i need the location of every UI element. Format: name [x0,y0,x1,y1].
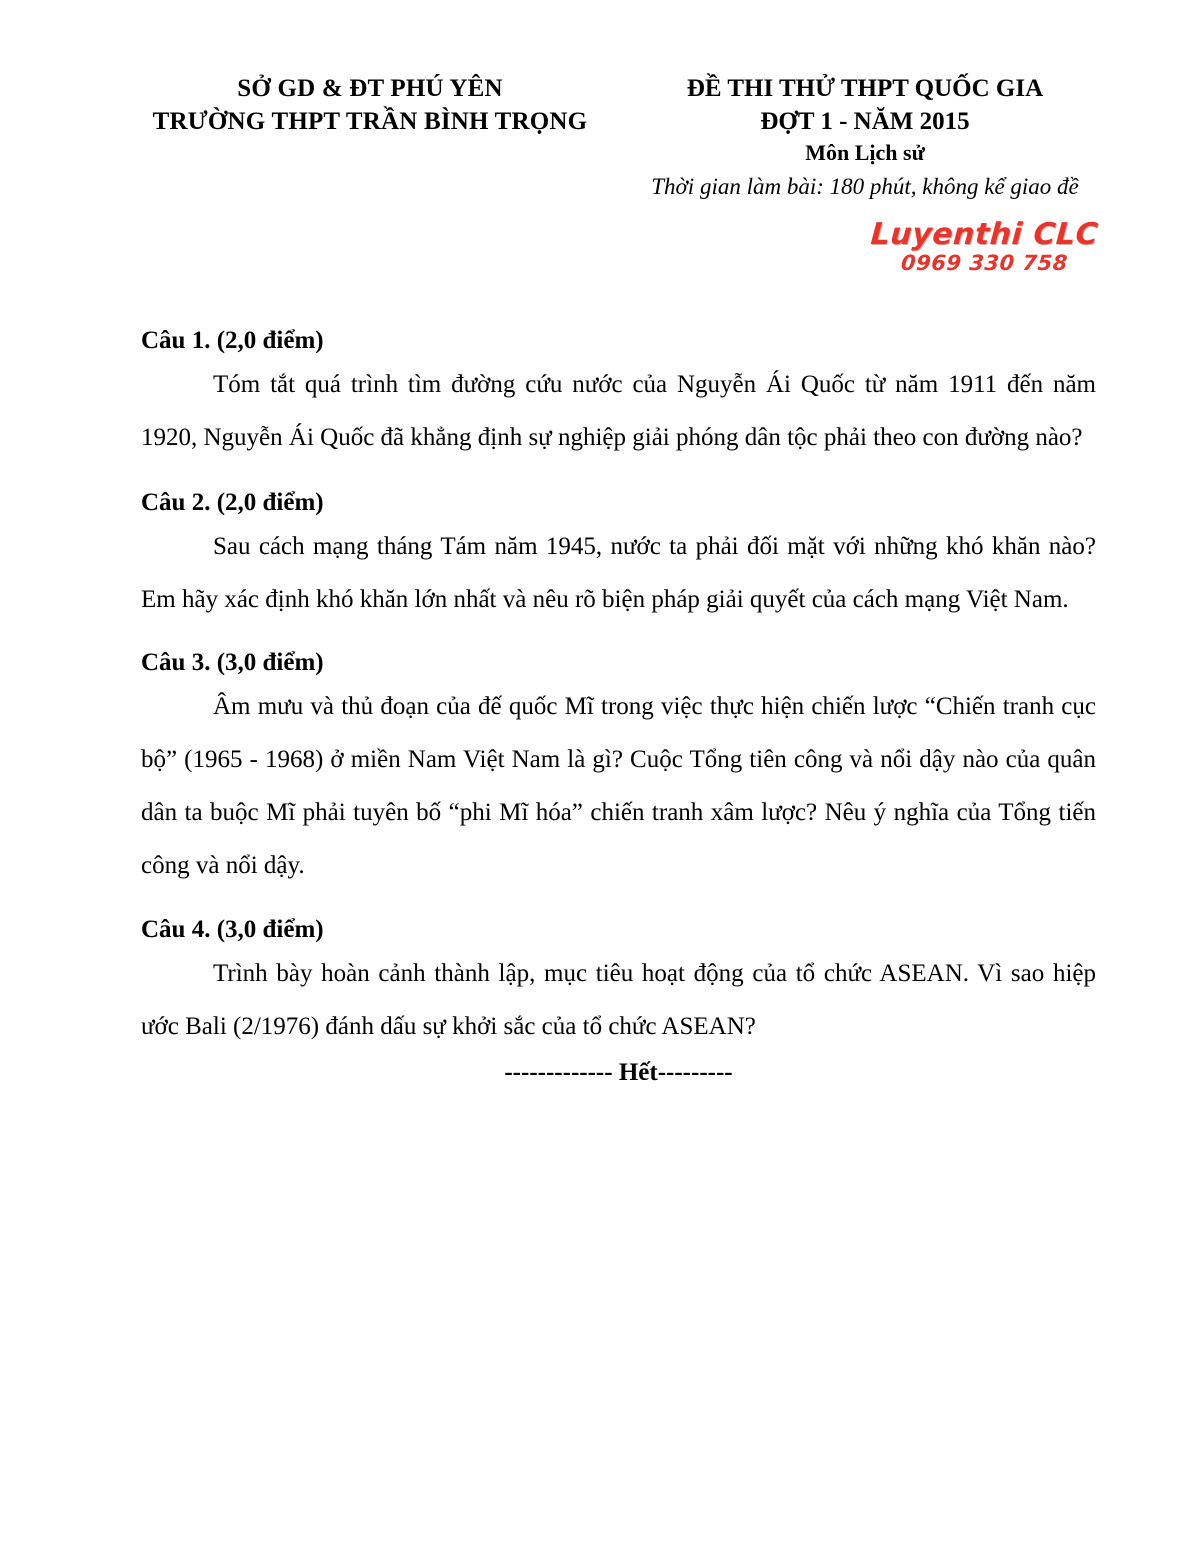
question-3-text: Âm mưu và thủ đoạn của đế quốc Mĩ trong việc thực hiện chiến lược “Chiến tranh cục bộ” (1965 - 1968) ở miền Nam Việt Nam là gì? Cuộc Tổng tiên công và nổi dậy nào của quân dân ta buộc Mĩ phải tuyên bố “phi Mĩ hóa” chiến tranh xâm lược? Nêu ý nghĩa của Tổng tiến công và nổi dậy. [141,693,1096,879]
question-gap-1 [141,464,1096,486]
question-4-heading: Câu 4. (3,0 điểm) [141,916,324,943]
question-4-text: Trình bày hoàn cảnh thành lập, mục tiêu hoạt động của tổ chức ASEAN. Vì sao hiệp ước Bali (2/1976) đánh dấu sự khởi sắc của tổ chức ASEAN? [141,960,1096,1040]
header-exam-block [615,72,1115,204]
logo-brand-text: Luyenthi CLC [869,217,1100,252]
question-1 [141,324,1096,464]
question-4 [141,913,1096,1053]
header-school-line: TRƯỜNG THPT TRẦN BÌNH TRỌNG [152,108,588,135]
header-school-block [120,72,620,138]
header-subject-line: Môn Lịch sử [805,140,925,165]
question-gap-2 [141,626,1096,646]
question-1-heading: Câu 1. (2,0 điểm) [141,327,324,354]
question-3 [141,646,1096,892]
end-of-paper-marker: ------------- Hết--------- [504,1059,733,1086]
header-department-line: SỞ GD & ĐT PHÚ YÊN [237,75,503,102]
luyenthi-clc-logo [862,218,1107,280]
exam-body [141,324,1096,1093]
header-exam-title-line: ĐỀ THI THỬ THPT QUỐC GIA [686,75,1044,102]
header-duration-line: Thời gian làm bài: 180 phút, không kể giao đề [651,174,1079,199]
question-2 [141,486,1096,626]
question-1-text: Tóm tắt quá trình tìm đường cứu nước của Nguyễn Ái Quốc từ năm 1911 đến năm 1920, Nguyễn Ái Quốc đã khẳng định sự nghiệp giải phóng dân tộc phải theo con đường nào? [141,371,1096,451]
question-3-heading: Câu 3. (3,0 điểm) [141,649,324,676]
question-2-heading: Câu 2. (2,0 điểm) [141,489,324,516]
logo-phone-text: 0969 330 758 [900,251,1069,275]
question-2-text: Sau cách mạng tháng Tám năm 1945, nước ta phải đối mặt với những khó khăn nào? Em hãy xác định khó khăn lớn nhất và nêu rõ biện pháp giải quyết của cách mạng Việt Nam. [141,533,1096,613]
question-gap-3 [141,892,1096,913]
header-exam-session-line: ĐỢT 1 - NĂM 2015 [760,108,970,135]
